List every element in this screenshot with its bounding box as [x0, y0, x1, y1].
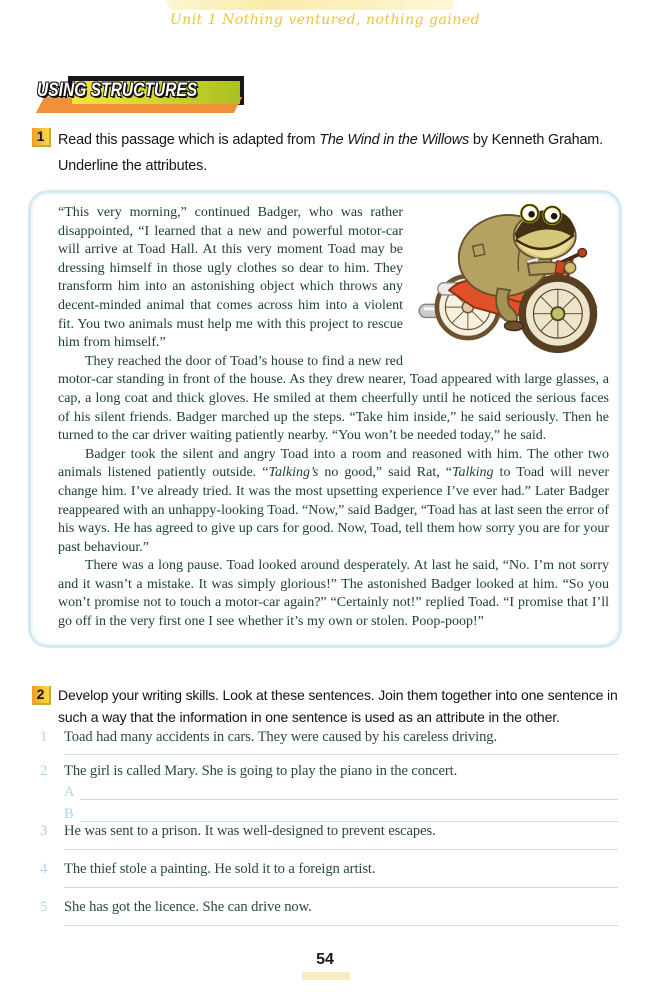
book-title: The Wind in the Willows — [319, 132, 470, 148]
p3-italic-word: Talking — [452, 465, 494, 481]
p3-segment: Badger took the silent and angry Toad into a room and reasoned with him. The other two animals listened patiently outside. “ — [58, 446, 609, 481]
exercise1-instruction-line2: Underline the attributes. — [58, 158, 208, 174]
item-1-answer-line — [64, 754, 618, 755]
item-1-text: Toad had many accidents in cars. They were caused by his careless driving. — [64, 729, 498, 745]
p3-italic-word: Talking’s — [268, 465, 319, 481]
unit-title: Unit 1 Nothing ventured, nothing gained — [169, 12, 481, 28]
item-2-answer-line-a — [80, 799, 618, 800]
exercise2-number-badge: 2 — [32, 686, 51, 705]
item-2-text: The girl is called Mary. She is going to play the piano in the concert. — [64, 763, 458, 779]
header-decorative-strip — [167, 0, 455, 10]
page-number-highlight — [302, 972, 350, 980]
page-number: 54 — [316, 951, 334, 968]
item-4-number: 4 — [40, 861, 48, 877]
passage-paragraph-4: There was a long pause. Toad looked around desperately. At last he said, “No. I’m not sorry and it wasn’t a mistake. It was simply glorious!” The astonished Badger looked at him. “So you won’t promise not to touch a motor-car again?” “Certainly not!” replied Toad. “I promise that I’ll go off in the very first one I see whether it’s my own or stolen. Poop-poop!” — [58, 558, 609, 630]
item-1-number: 1 — [40, 729, 48, 745]
item-2-number: 2 — [40, 763, 48, 779]
section-title: USING STRUCTURES — [37, 80, 198, 101]
passage-paragraph-3 — [58, 446, 609, 558]
exercise1-instruction — [58, 127, 624, 179]
p3-segment: no good,” said Rat, “ — [318, 465, 452, 481]
item-5-text: She has got the licence. She can drive now. — [64, 899, 312, 915]
exercise2-instruction: Develop your writing skills. Look at these sentences. Join them together into one sentence in such a way that the information in one sentence is used as an attribute in the other. — [58, 687, 618, 725]
exercise1-instruction-pre: Read this passage which is adapted from — [58, 132, 320, 148]
section-banner — [30, 74, 270, 124]
item-3-text: He was sent to a prison. It was well-designed to prevent escapes. — [64, 823, 436, 839]
passage-paragraph-1: “This very morning,” continued Badger, who was rather disappointed, “I learned that a new and powerful motor-car will arrive at Toad Hall. At this very moment Toad may be dressing himself in those ugly clothes so dear to him. They transform him into an astonishing object which throws any decent-minded animal that comes across him into a violent fit. You two animals must help me with this project to rescue him from himself.” — [58, 205, 403, 351]
item-2-answer-line-b — [80, 821, 618, 822]
toad-motorcycle-illustration — [413, 204, 609, 354]
passage — [58, 204, 609, 632]
item-4-text: The thief stole a painting. He sold it to a foreign artist. — [64, 861, 376, 877]
exercise1-number-badge: 1 — [32, 128, 51, 147]
item-5-answer-line — [64, 925, 618, 926]
item-3-answer-line — [64, 849, 618, 850]
item-2-sub-label-b: B — [64, 806, 74, 822]
item-4-answer-line — [64, 887, 618, 888]
item-2-sub-label-a: A — [64, 784, 75, 800]
item-3-number: 3 — [40, 823, 48, 839]
item-5-number: 5 — [40, 899, 48, 915]
exercise1-instruction-post: by Kenneth Graham. — [469, 132, 603, 148]
toad-on-motorcycle-icon — [413, 204, 609, 354]
p3-segment: to Toad will never change him. I’ve already tried. It was the most upsetting experience I’ve ever had.” Later Badger reappeared with an unhappy-looking Toad. “Now,” said Badger, “Toad has at last seen the error of his ways. He has agreed to give up cars for good. Now, Toad, tell them how sorry you are for your past behaviour.” — [58, 465, 610, 555]
passage-box — [28, 190, 622, 648]
passage-paragraph-2: They reached the door of Toad’s house to find a new red motor-car standing in front of the house. As they drew nearer, Toad appeared with large glasses, a cap, a long coat and thick gloves. He smiled at them cheerfully until he noticed the serious faces of his silent friends. Badger marched up the steps. “Take him inside,” he said seriously. Then he turned to the car driver waiting patiently nearby. “You won’t be needed today,” he said. — [58, 353, 609, 444]
